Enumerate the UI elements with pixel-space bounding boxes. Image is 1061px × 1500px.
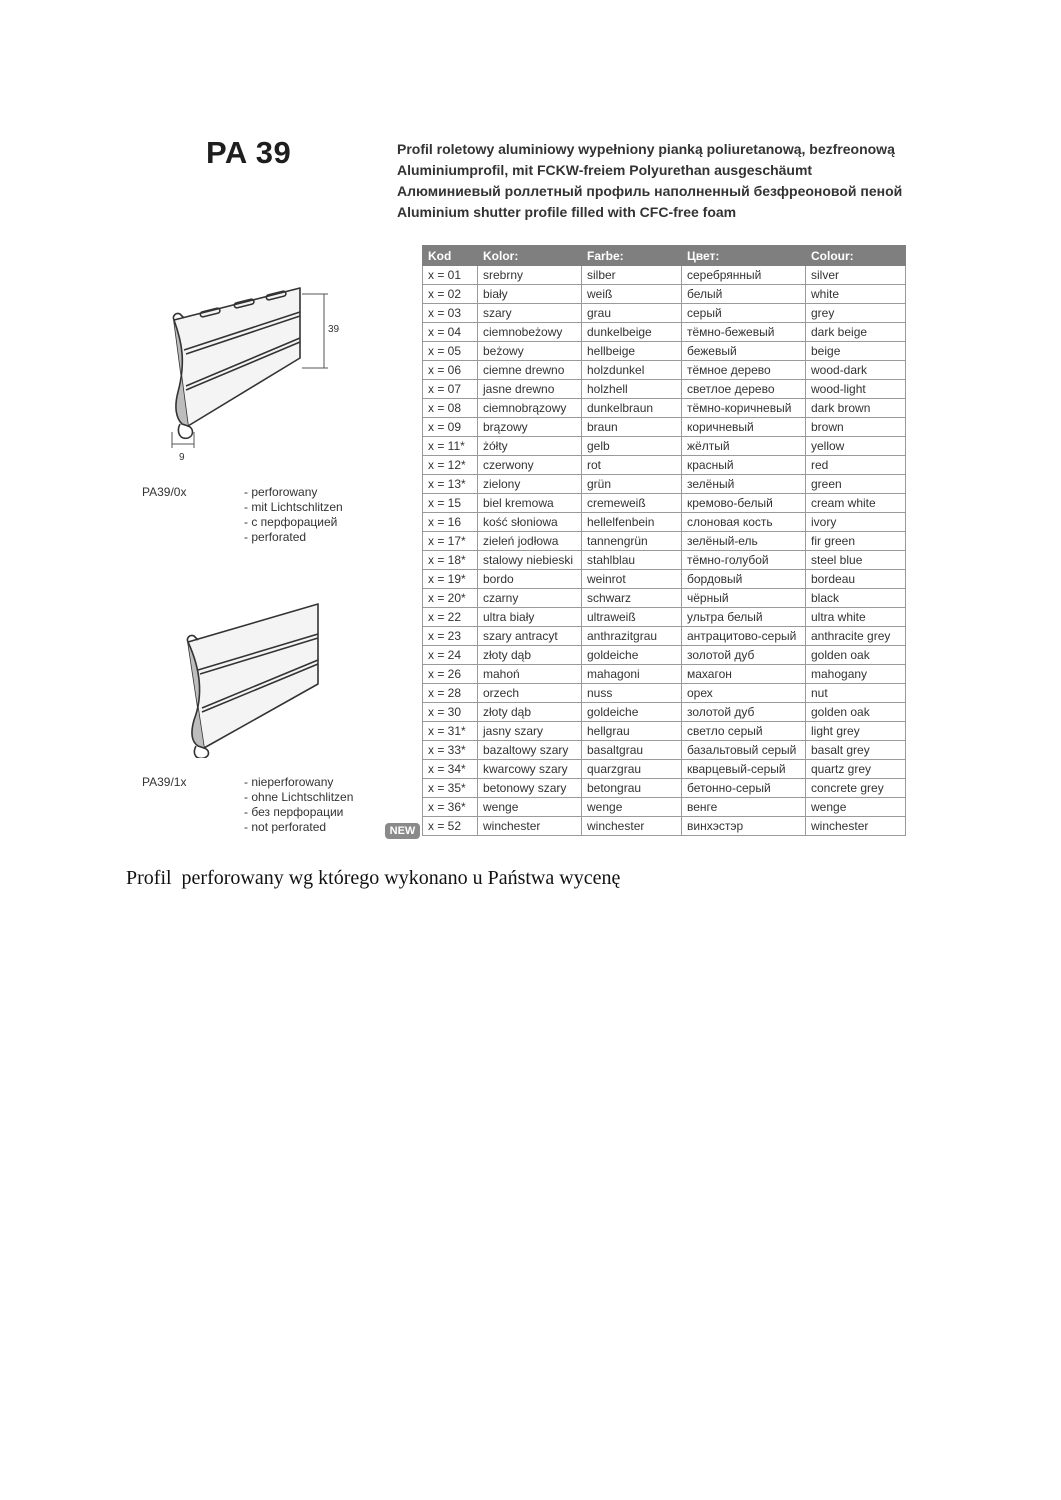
cell-cvet: тёмное дерево — [682, 361, 806, 380]
table-row — [423, 589, 906, 608]
cell-kolor: orzech — [478, 684, 582, 703]
cell-kolor: winchester — [478, 817, 582, 836]
cell-colour: fir green — [806, 532, 906, 551]
cell-colour: golden oak — [806, 703, 906, 722]
cell-colour: brown — [806, 418, 906, 437]
cell-colour: light grey — [806, 722, 906, 741]
cell-colour: red — [806, 456, 906, 475]
cell-farbe: ultraweiß — [582, 608, 682, 627]
cell-cvet: орех — [682, 684, 806, 703]
cell-farbe: cremeweiß — [582, 494, 682, 513]
cell-colour: dark brown — [806, 399, 906, 418]
table-row — [423, 513, 906, 532]
cell-kolor: biel kremowa — [478, 494, 582, 513]
cell-cvet: тёмно-голубой — [682, 551, 806, 570]
cell-colour: bordeau — [806, 570, 906, 589]
cell-kolor: bordo — [478, 570, 582, 589]
cell-cvet: бордовый — [682, 570, 806, 589]
cell-kolor: wenge — [478, 798, 582, 817]
cell-cvet: бетонно-серый — [682, 779, 806, 798]
cell-code: x = 13* — [423, 475, 478, 494]
cell-farbe: rot — [582, 456, 682, 475]
table-row — [423, 399, 906, 418]
cell-cvet: ультра белый — [682, 608, 806, 627]
cell-cvet: винхэстэр — [682, 817, 806, 836]
table-row — [423, 684, 906, 703]
cell-code: x = 35* — [423, 779, 478, 798]
table-row — [423, 285, 906, 304]
cell-kolor: złoty dąb — [478, 646, 582, 665]
cell-kolor: biały — [478, 285, 582, 304]
cell-cvet: серебрянный — [682, 266, 806, 285]
cell-code: x = 12* — [423, 456, 478, 475]
product-description — [397, 139, 957, 223]
cell-code: x = 07 — [423, 380, 478, 399]
table-row — [423, 817, 906, 836]
table-row — [423, 494, 906, 513]
table-row — [423, 266, 906, 285]
table-row — [423, 437, 906, 456]
cell-colour: anthracite grey — [806, 627, 906, 646]
cell-colour: ivory — [806, 513, 906, 532]
table-row — [423, 798, 906, 817]
cell-farbe: holzdunkel — [582, 361, 682, 380]
table-row — [423, 627, 906, 646]
color-table-header — [423, 246, 906, 266]
table-row — [423, 323, 906, 342]
cell-colour: green — [806, 475, 906, 494]
cell-kolor: ultra biały — [478, 608, 582, 627]
cell-kolor: bazaltowy szary — [478, 741, 582, 760]
table-row — [423, 703, 906, 722]
cell-cvet: зелёный — [682, 475, 806, 494]
cell-cvet: светло серый — [682, 722, 806, 741]
cell-cvet: слоновая кость — [682, 513, 806, 532]
cell-code: x = 08 — [423, 399, 478, 418]
cell-colour: silver — [806, 266, 906, 285]
product-title: PA 39 — [206, 135, 292, 170]
cell-cvet: чёрный — [682, 589, 806, 608]
non-perforated-profile-drawing — [178, 598, 338, 758]
cell-code: x = 26 — [423, 665, 478, 684]
cell-kolor: czarny — [478, 589, 582, 608]
cell-code: x = 24 — [423, 646, 478, 665]
cell-cvet: серый — [682, 304, 806, 323]
cell-code: x = 01 — [423, 266, 478, 285]
cell-colour: grey — [806, 304, 906, 323]
cell-farbe: dunkelbeige — [582, 323, 682, 342]
cell-kolor: jasne drewno — [478, 380, 582, 399]
cell-colour: nut — [806, 684, 906, 703]
description-line-ru: Алюминиевый роллетный профиль наполненный безфреоновой пеной — [397, 183, 903, 199]
table-row — [423, 779, 906, 798]
table-row — [423, 760, 906, 779]
cell-farbe: hellgrau — [582, 722, 682, 741]
table-row — [423, 380, 906, 399]
table-row — [423, 532, 906, 551]
cell-code: x = 31* — [423, 722, 478, 741]
cell-kolor: zieleń jodłowa — [478, 532, 582, 551]
cell-kolor: czerwony — [478, 456, 582, 475]
cell-cvet: зелёный-ель — [682, 532, 806, 551]
cell-code: x = 28 — [423, 684, 478, 703]
cell-farbe: grün — [582, 475, 682, 494]
cell-code: x = 30 — [423, 703, 478, 722]
cell-farbe: hellelfenbein — [582, 513, 682, 532]
cell-farbe: hellbeige — [582, 342, 682, 361]
color-table — [422, 245, 906, 836]
cell-cvet: коричневый — [682, 418, 806, 437]
cell-code: x = 06 — [423, 361, 478, 380]
table-row — [423, 551, 906, 570]
cell-farbe: basaltgrau — [582, 741, 682, 760]
cell-colour: white — [806, 285, 906, 304]
cell-farbe: schwarz — [582, 589, 682, 608]
cell-colour: wenge — [806, 798, 906, 817]
description-line-de: Aluminiumprofil, mit FCKW-freiem Polyurethan ausgeschäumt — [397, 162, 813, 178]
cell-code: x = 20* — [423, 589, 478, 608]
cell-colour: dark beige — [806, 323, 906, 342]
cell-farbe: betongrau — [582, 779, 682, 798]
cell-kolor: kość słoniowa — [478, 513, 582, 532]
cell-farbe: silber — [582, 266, 682, 285]
table-row — [423, 304, 906, 323]
width-dimension-label: 9 — [179, 452, 185, 463]
cell-cvet: золотой дуб — [682, 646, 806, 665]
cell-cvet: бежевый — [682, 342, 806, 361]
cell-kolor: szary — [478, 304, 582, 323]
cell-farbe: stahlblau — [582, 551, 682, 570]
variant-code: PA39/1x — [142, 775, 187, 789]
cell-code: x = 22 — [423, 608, 478, 627]
cell-kolor: szary antracyt — [478, 627, 582, 646]
cell-cvet: золотой дуб — [682, 703, 806, 722]
new-badge: NEW — [385, 823, 420, 839]
table-row — [423, 456, 906, 475]
cell-colour: yellow — [806, 437, 906, 456]
cell-kolor: stalowy niebieski — [478, 551, 582, 570]
cell-farbe: goldeiche — [582, 703, 682, 722]
variant-line-ru: - без перфорации — [244, 805, 353, 820]
variant-line-en: - perforated — [244, 530, 343, 545]
cell-farbe: dunkelbraun — [582, 399, 682, 418]
cell-colour: black — [806, 589, 906, 608]
description-line-en: Aluminium shutter profile filled with CFC-free foam — [397, 204, 737, 220]
cell-cvet: кварцевый-серый — [682, 760, 806, 779]
cell-farbe: goldeiche — [582, 646, 682, 665]
table-row — [423, 418, 906, 437]
table-row — [423, 570, 906, 589]
cell-code: x = 34* — [423, 760, 478, 779]
cell-cvet: белый — [682, 285, 806, 304]
header-kolor: Kolor: — [478, 246, 582, 266]
table-row — [423, 342, 906, 361]
cell-kolor: brązowy — [478, 418, 582, 437]
variant-line-pl: - perforowany — [244, 485, 343, 500]
cell-kolor: jasny szary — [478, 722, 582, 741]
variant-line-pl: - nieperforowany — [244, 775, 353, 790]
cell-kolor: mahoń — [478, 665, 582, 684]
cell-colour: basalt grey — [806, 741, 906, 760]
cell-farbe: holzhell — [582, 380, 682, 399]
cell-cvet: светлое дерево — [682, 380, 806, 399]
table-row — [423, 361, 906, 380]
cell-cvet: красный — [682, 456, 806, 475]
table-row — [423, 665, 906, 684]
cell-farbe: tannengrün — [582, 532, 682, 551]
cell-farbe: weinrot — [582, 570, 682, 589]
cell-colour: mahogany — [806, 665, 906, 684]
cell-farbe: braun — [582, 418, 682, 437]
variant-line-de: - ohne Lichtschlitzen — [244, 790, 353, 805]
cell-colour: wood-light — [806, 380, 906, 399]
cell-cvet: кремово-белый — [682, 494, 806, 513]
cell-farbe: quarzgrau — [582, 760, 682, 779]
cell-cvet: махагон — [682, 665, 806, 684]
header-colour: Colour: — [806, 246, 906, 266]
variant-line-de: - mit Lichtschlitzen — [244, 500, 343, 515]
description-line-pl: Profil roletowy aluminiowy wypełniony pianką poliuretanową, bezfreonową — [397, 141, 895, 157]
cell-colour: winchester — [806, 817, 906, 836]
table-row — [423, 608, 906, 627]
cell-code: x = 19* — [423, 570, 478, 589]
cell-kolor: betonowy szary — [478, 779, 582, 798]
cell-code: x = 09 — [423, 418, 478, 437]
cell-farbe: nuss — [582, 684, 682, 703]
cell-farbe: grau — [582, 304, 682, 323]
cell-kolor: beżowy — [478, 342, 582, 361]
cell-farbe: gelb — [582, 437, 682, 456]
cell-cvet: венге — [682, 798, 806, 817]
cell-code: x = 15 — [423, 494, 478, 513]
header-farbe: Farbe: — [582, 246, 682, 266]
header-cvet: Цвет: — [682, 246, 806, 266]
cell-cvet: жёлтый — [682, 437, 806, 456]
cell-colour: golden oak — [806, 646, 906, 665]
cell-farbe: mahagoni — [582, 665, 682, 684]
cell-code: x = 05 — [423, 342, 478, 361]
cell-farbe: winchester — [582, 817, 682, 836]
table-row — [423, 646, 906, 665]
cell-farbe: anthrazitgrau — [582, 627, 682, 646]
variant-line-en: - not perforated — [244, 820, 353, 835]
cell-colour: wood-dark — [806, 361, 906, 380]
cell-colour: beige — [806, 342, 906, 361]
cell-code: x = 18* — [423, 551, 478, 570]
cell-code: x = 02 — [423, 285, 478, 304]
cell-code: x = 52 — [423, 817, 478, 836]
caption-text: Profil perforowany wg którego wykonano u Państwa wycenę — [126, 867, 621, 889]
cell-colour: cream white — [806, 494, 906, 513]
cell-colour: quartz grey — [806, 760, 906, 779]
table-row — [423, 475, 906, 494]
cell-code: x = 23 — [423, 627, 478, 646]
cell-cvet: антрацитово-серый — [682, 627, 806, 646]
cell-code: x = 03 — [423, 304, 478, 323]
cell-farbe: wenge — [582, 798, 682, 817]
cell-code: x = 36* — [423, 798, 478, 817]
variant-line-ru: - с перфорацией — [244, 515, 343, 530]
perforated-profile-drawing — [160, 282, 360, 472]
cell-colour: ultra white — [806, 608, 906, 627]
cell-colour: concrete grey — [806, 779, 906, 798]
cell-kolor: zielony — [478, 475, 582, 494]
cell-kolor: złoty dąb — [478, 703, 582, 722]
height-dimension-label: 39 — [328, 324, 340, 335]
header-code: Kod — [423, 246, 478, 266]
table-row — [423, 722, 906, 741]
cell-kolor: żółty — [478, 437, 582, 456]
cell-kolor: ciemne drewno — [478, 361, 582, 380]
cell-colour: steel blue — [806, 551, 906, 570]
cell-cvet: тёмно-бежевый — [682, 323, 806, 342]
cell-kolor: ciemnobeżowy — [478, 323, 582, 342]
cell-code: x = 16 — [423, 513, 478, 532]
cell-kolor: ciemnobrązowy — [478, 399, 582, 418]
table-row — [423, 741, 906, 760]
cell-cvet: базальтовый серый — [682, 741, 806, 760]
variant-code: PA39/0x — [142, 485, 187, 499]
cell-kolor: kwarcowy szary — [478, 760, 582, 779]
cell-code: x = 04 — [423, 323, 478, 342]
cell-code: x = 33* — [423, 741, 478, 760]
cell-code: x = 11* — [423, 437, 478, 456]
cell-kolor: srebrny — [478, 266, 582, 285]
cell-farbe: weiß — [582, 285, 682, 304]
cell-cvet: тёмно-коричневый — [682, 399, 806, 418]
cell-code: x = 17* — [423, 532, 478, 551]
